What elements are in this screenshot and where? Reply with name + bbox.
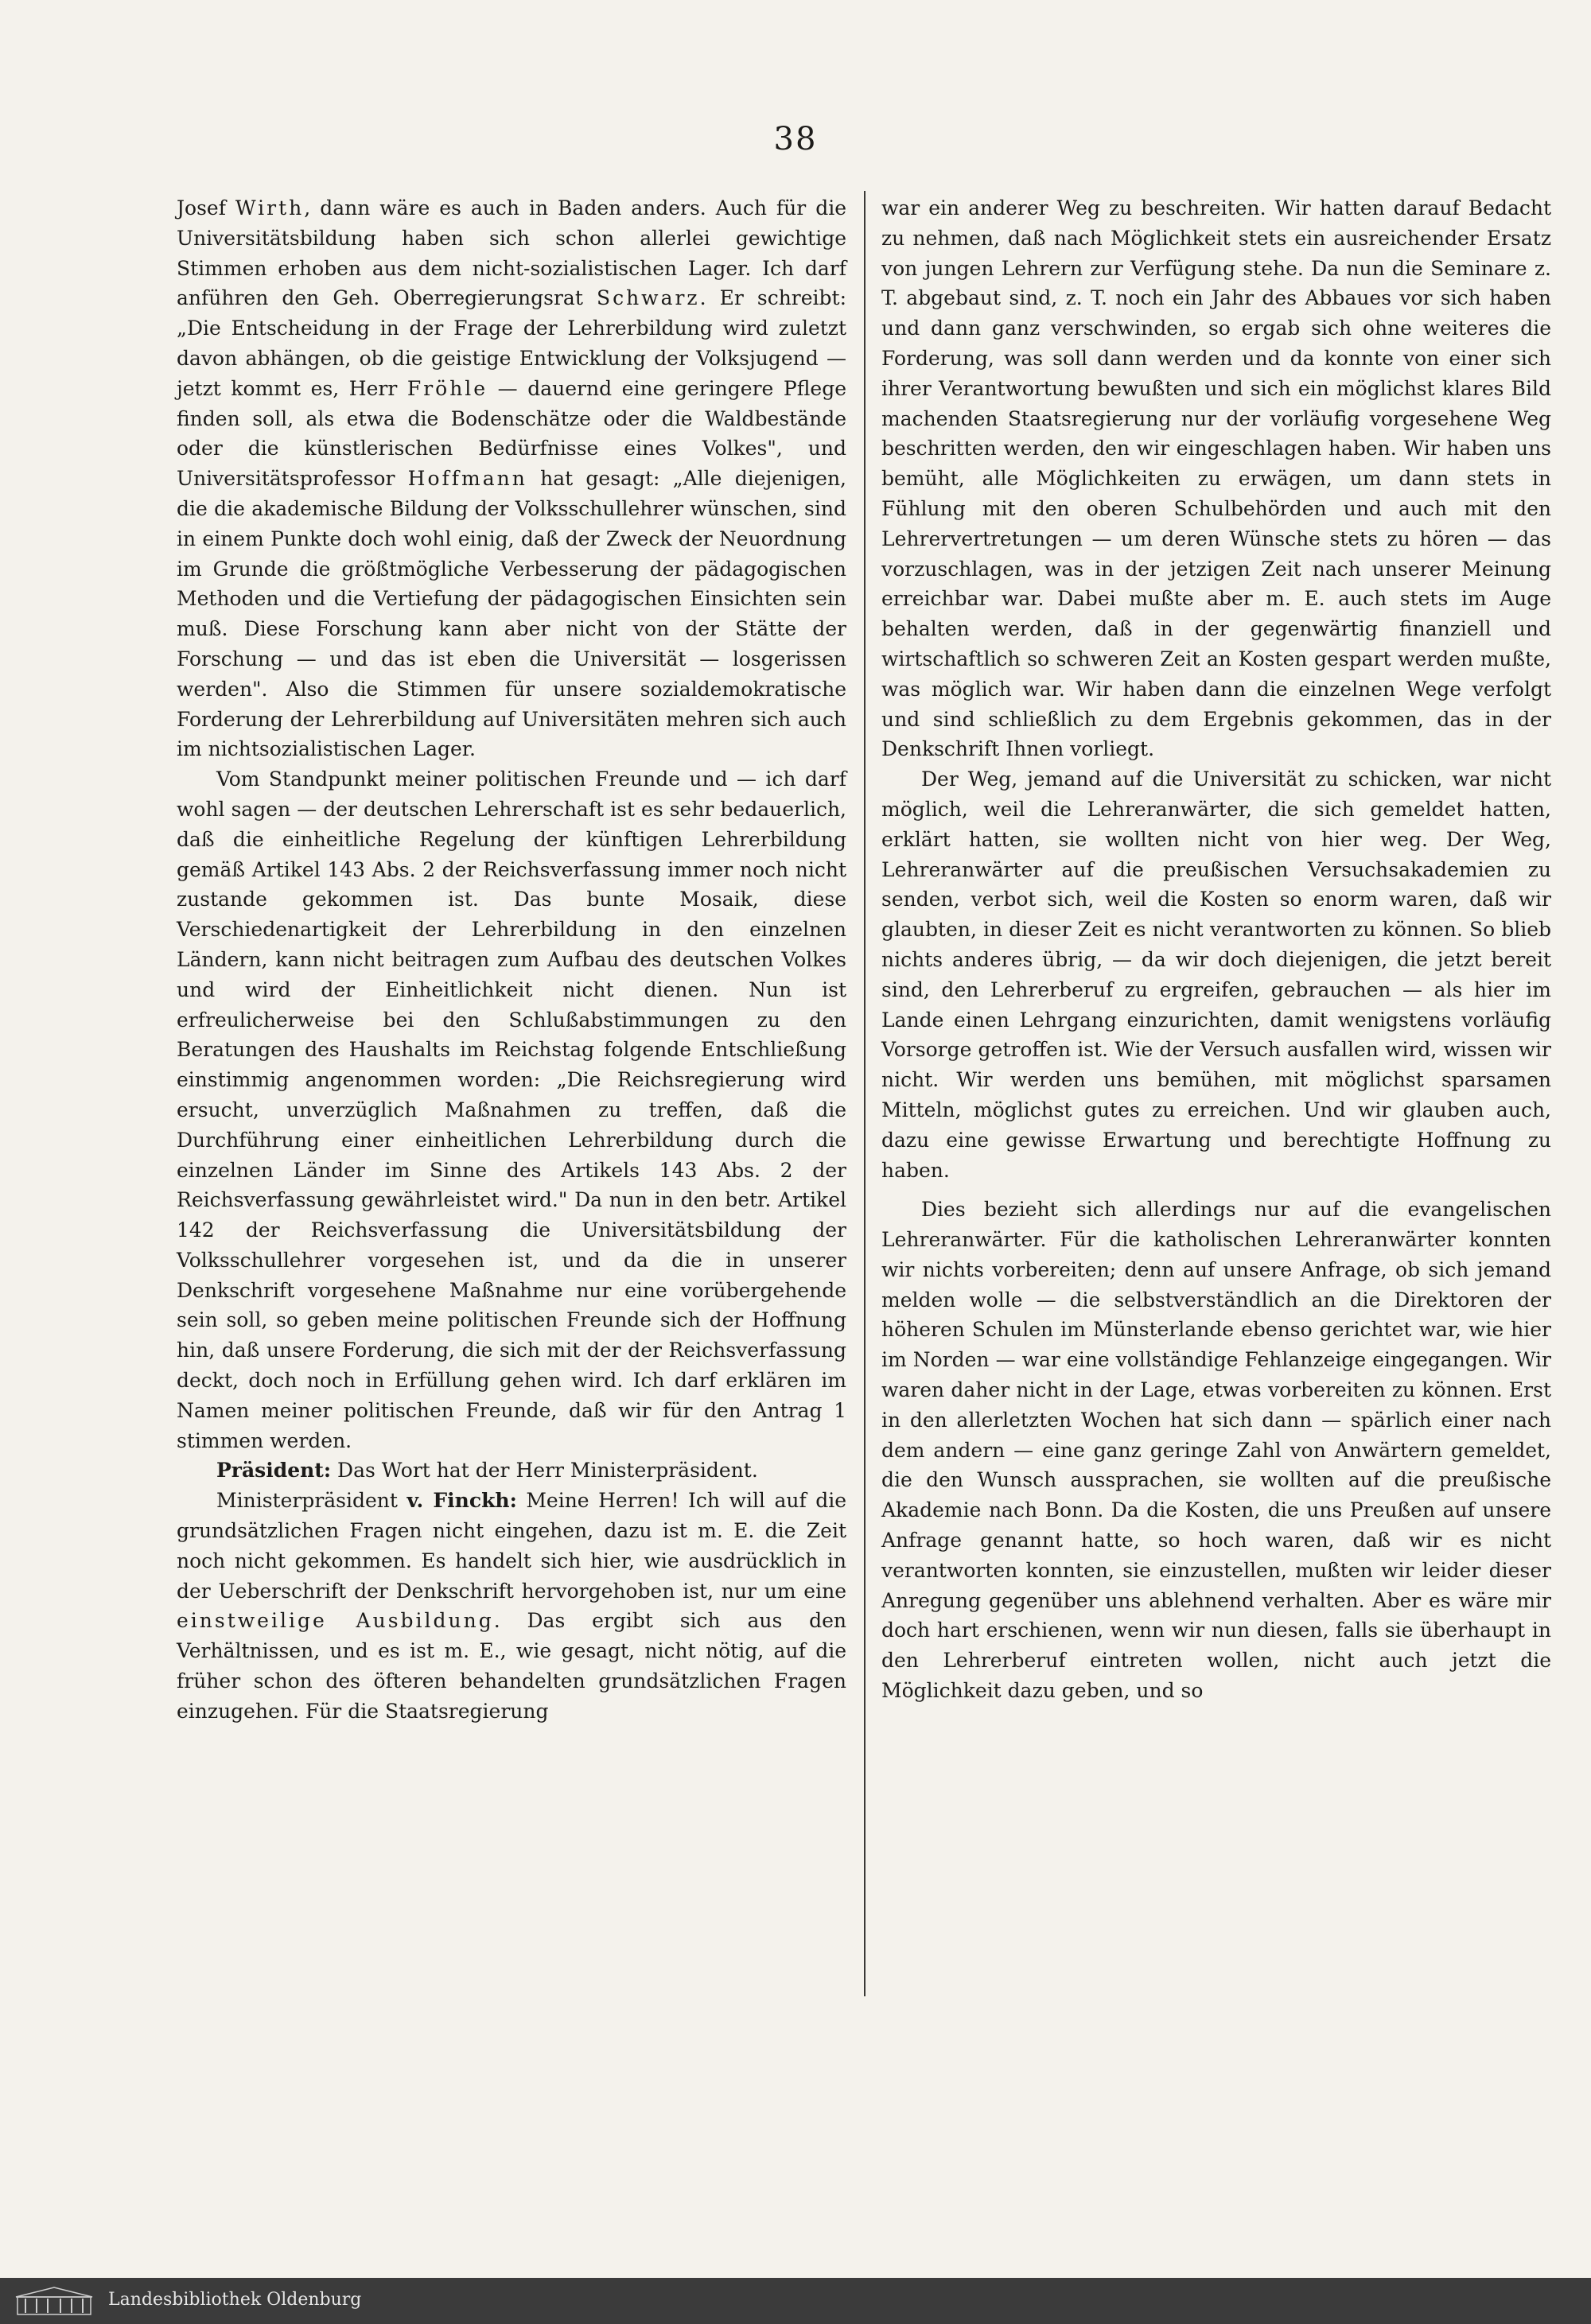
speaker-label: v. Finckh: <box>407 1489 517 1513</box>
page-number: 38 <box>773 121 818 157</box>
right-column <box>881 193 1551 1706</box>
library-building-icon <box>14 2286 94 2316</box>
speaker-label: Präsident: <box>216 1459 332 1483</box>
person-name: Fröhle <box>407 376 488 400</box>
library-name: Landesbibliothek Oldenburg <box>108 2290 362 2310</box>
paragraph: Dies bezieht sich allerdings nur auf die evangelischen Lehreranwärter. Für die katholischen Lehreranwärter konnten wir nichts vorbereiten; denn auf unsere Anfrage, ob sich jemand melden wolle — die selbstverständlich an die Direktoren der höheren Schulen im Münsterlande ebenso gerichtet war, wie hier im Norden — war eine vollständige Fehlanzeige eingegangen. Wir waren daher nicht in der Lage, etwas vorbereiten zu können. Erst in den allerletzten Wochen hat sich dann — spärlich einer nach dem andern — eine ganz geringe Zahl von Anwärtern gemeldet, die den Wunsch aussprachen, sie wollten auf die preußische Akademie nach Bonn. Da die Kosten, die uns Preußen auf unsere Anfrage genannt hatte, so hoch waren, daß wir es nicht verantworten konnten, sie einzustellen, mußten wir leider dieser Anregung gegenüber uns ablehnend verhalten. Aber es wäre mir doch hart erschienen, wenn wir nun diesen, falls sie überhaupt in den Lehrerberuf eintreten wollen, nicht auch jetzt die Möglichkeit dazu geben, und so <box>881 1198 1551 1703</box>
paragraph: Präsident: Das Wort hat der Herr Ministerpräsident. <box>216 1459 758 1483</box>
paragraph: Ministerpräsident v. Finckh: Meine Herren! Ich will auf die grundsätzlichen Fragen nicht eingehen, dazu ist m. E. die Zeit noch nicht gekommen. Es handelt sich hier, wie ausdrücklich in der Ueberschrift der Denkschrift hervorgehoben ist, nur um eine einstweilige Ausbildung. Das ergibt sich aus den Verhältnissen, und es ist m. E., wie gesagt, nicht nötig, auf die früher schon des öfteren behandelten grundsätzlichen Fragen einzugehen. Für die Staatsregierung <box>177 1489 846 1723</box>
person-name: Hoffmann <box>407 467 527 491</box>
paragraph: Josef Wirth, dann wäre es auch in Baden anders. Auch für die Universitätsbildung haben sich schon allerlei gewichtige Stimmen erhoben aus dem nicht-sozialistischen Lager. Ich darf anführen den Geh. Oberregierungsrat Schwarz. Er schreibt: „Die Entscheidung in der Frage der Lehrerbildung wird zuletzt davon abhängen, ob die geistige Entwicklung der Volksjugend — jetzt kommt es, Herr Fröhle — dauernd eine geringere Pflege finden soll, als etwa die Bodenschätze oder die Waldbestände oder die künstlerischen Bedürfnisse eines Volkes", und Universitätsprofessor Hoffmann hat gesagt: „Alle diejenigen, die die akademische Bildung der Volksschullehrer wünschen, sind in einem Punkte doch wohl einig, daß der Zweck der Neuordnung im Grunde die größtmögliche Verbesserung der pädagogischen Methoden und die Vertiefung der pädagogischen Einsichten sein muß. Diese Forschung kann aber nicht von der Stätte der Forschung — und das ist eben die Universität — losgerissen werden". Also die Stimmen für unsere sozialdemokratische Forderung der Lehrerbildung auf Universitäten mehren sich auch im nichtsozialistischen Lager. <box>177 196 847 761</box>
left-column <box>177 193 846 1727</box>
paragraph: Vom Standpunkt meiner politischen Freunde und — ich darf wohl sagen — der deutschen Lehrerschaft ist es sehr bedauerlich, daß die einheitliche Regelung der künftigen Lehrerbildung gemäß Artikel 143 Abs. 2 der Reichsverfassung immer noch nicht zustande gekommen ist. Das bunte Mosaik, diese Verschiedenartigkeit der Lehrerbildung in den einzelnen Ländern, kann nicht beitragen zum Aufbau des deutschen Volkes und wird der Einheitlichkeit nicht dienen. Nun ist erfreulicherweise bei den Schlußabstimmungen zu den Beratungen des Haushalts im Reichstag folgende Entschließung einstimmig angenommen worden: „Die Reichsregierung wird ersucht, unverzüglich Maßnahmen zu treffen, daß die Durchführung einer einheitlichen Lehrerbildung durch die einzelnen Länder im Sinne des Artikels 143 Abs. 2 der Reichsverfassung gewährleistet wird." Da nun in den betr. Artikel 142 der Reichsverfassung die Universitätsbildung der Volksschullehrer vorgesehen ist, und da die in unserer Denkschrift vorgesehene Maßnahme nur eine vorübergehende sein soll, so geben meine politischen Freunde sich der Hoffnung hin, daß unsere Forderung, die sich mit der der Reichsverfassung deckt, doch noch in Erfüllung gehen wird. Ich darf erklären im Namen meiner politischen Freunde, daß wir für den Antrag 1 stimmen werden. <box>177 768 846 1452</box>
person-name: Wirth <box>235 196 305 220</box>
emphasis: einstweilige Ausbildung <box>177 1609 494 1633</box>
column-divider <box>864 191 866 1996</box>
paragraph: war ein anderer Weg zu beschreiten. Wir hatten darauf Bedacht zu nehmen, daß nach Möglichkeit stets ein ausreichender Ersatz von jungen Lehrern zur Verfügung stehe. Da nun die Seminare z. T. abgebaut sind, z. T. noch ein Jahr des Abbaues vor sich haben und dann ganz verschwinden, so ergab sich ohne weiteres die Forderung, was soll dann werden und da konnte von einer sich ihrer Verantwortung bewußten und sich ein möglichst klares Bild machenden Staatsregierung nur der vorläufig vorgesehene Weg beschritten werden, den wir eingeschlagen haben. Wir haben uns bemüht, alle Möglichkeiten zu erwägen, um dann stets in Fühlung mit den oberen Schulbehörden und auch mit den Lehrervertretungen — um deren Wünsche stets zu hören — das vorzuschlagen, was in der jetzigen Zeit nach unserer Meinung erreichbar war. Dabei mußte aber m. E. auch stets im Auge behalten werden, daß in der gegenwärtig finanziell und wirtschaftlich so schweren Zeit an Kosten gespart werden mußte, was möglich war. Wir haben dann die einzelnen Wege verfolgt und sind schließlich zu dem Ergebnis gekommen, das in der Denkschrift Ihnen vorliegt. <box>881 196 1551 761</box>
footer-bar <box>0 2278 1591 2324</box>
paragraph: Der Weg, jemand auf die Universität zu schicken, war nicht möglich, weil die Lehreranwärter, die sich gemeldet hatten, erklärt hatten, sie wollten nicht von hier weg. Der Weg, Lehreranwärter auf die preußischen Versuchsakademien zu senden, verbot sich, weil die Kosten so enorm waren, daß wir glaubten, in dieser Zeit es nicht verantworten zu können. So blieb nichts anderes übrig, — da wir doch diejenigen, die jetzt bereit sind, den Lehrerberuf zu ergreifen, gebrauchen — als hier im Lande einen Lehrgang einzurichten, damit wenigstens vorläufig Vorsorge getroffen ist. Wie der Versuch ausfallen wird, wissen wir nicht. Wir werden uns bemühen, mit möglichst sparsamen Mitteln, möglichst gutes zu erreichen. Und wir glauben auch, dazu eine gewisse Erwartung und berechtigte Hoffnung zu haben. <box>881 768 1551 1182</box>
person-name: Schwarz <box>596 286 700 310</box>
